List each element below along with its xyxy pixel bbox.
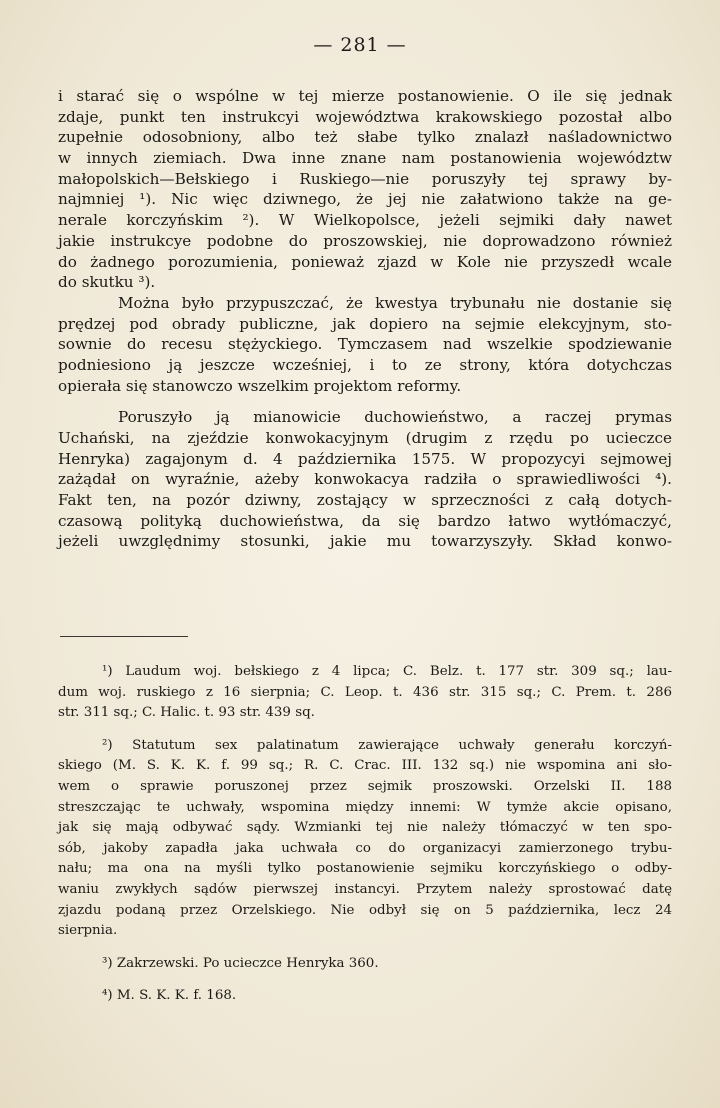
footnote-line: zjazdu podaną przez Orzelskiego. Nie odbył się on 5 października, lecz 24 — [58, 902, 672, 918]
footnote-line: streszczając te uchwały, wspomina między innemi: W tymże akcie opisano, — [58, 799, 672, 815]
footnote-gap — [58, 724, 672, 736]
footnote-line: wem o sprawie poruszonej przez sejmik proszowski. Orzelski II. 188 — [58, 778, 672, 794]
text-line: do skutku ³). — [58, 273, 156, 292]
text-line: prędzej pod obrady publiczne, jak dopiero na sejmie elekcyjnym, sto- — [58, 314, 672, 333]
footnote-gap — [58, 974, 672, 986]
paragraph-gap — [58, 396, 672, 407]
text-line: w innych ziemiach. Dwa inne znane nam postanowienia województw — [58, 149, 672, 168]
text-line: zdaje, punkt ten instrukcyi województwa krakowskiego pozostał albo — [58, 107, 672, 126]
page-number: — 281 — — [313, 34, 407, 56]
text-line: sownie do recesu stężyckiego. Tymczasem nad wszelkie spodziewanie — [58, 335, 672, 354]
footnote-line: nału; ma ona na myśli tylko postanowienie sejmiku korczyńskiego o odby- — [58, 861, 672, 877]
footnote-line: ⁴) M. S. K. K. f. 168. — [102, 988, 237, 1004]
footnote-line: skiego (M. S. K. K. f. 99 sq.; R. C. Crac. III. 132 sq.) nie wspomina ani sło- — [58, 758, 672, 774]
footnote-line: ²) Statutum sex palatinatum zawierające uchwały generału korczyń- — [102, 737, 672, 753]
text-line: Uchański, na zjeździe konwokacyjnym (drugim z rzędu po ucieczce — [58, 429, 672, 447]
text-line: do żadnego porozumienia, ponieważ zjazd w Kole nie przyszedł wcale — [58, 252, 672, 271]
text-line: jakie instrukcye podobne do proszowskiej, nie doprowadzono również — [58, 231, 672, 250]
text-line: Henryka) zagajonym d. 4 października 1575. W propozycyi sejmowej — [58, 449, 672, 468]
footnotes — [58, 662, 672, 1007]
text-line: Fakt ten, na pozór dziwny, zostający w sprzeczności z całą dotych- — [58, 491, 672, 510]
text-line: Można było przypuszczać, że kwestya trybunału nie dostanie się — [118, 293, 672, 312]
text-line: nerale korczyńskim ²). W Wielkopolsce, jeżeli sejmiki dały nawet — [58, 211, 672, 230]
text-line: opierała się stanowczo wszelkim projektom reformy. — [58, 376, 462, 395]
footnote-line: str. 311 sq.; C. Halic. t. 93 str. 439 sq. — [58, 705, 315, 721]
text-line: Poruszyło ją mianowicie duchowieństwo, a raczej prymas — [118, 408, 672, 427]
text-line: zażądał on wyraźnie, ażeby konwokacya radziła o sprawiedliwości ⁴). — [58, 470, 672, 489]
text-line: jeżeli uwzględnimy stosunki, jakie mu towarzyszyły. Skład konwo- — [58, 532, 672, 551]
text-line: podniesiono ją jeszcze wcześniej, i to ze strony, która dotychczas — [58, 355, 672, 374]
footnote-line: ¹) Laudum woj. bełskiego z 4 lipca; C. Belz. t. 177 str. 309 sq.; lau- — [102, 664, 672, 679]
footnote-separator — [60, 636, 188, 637]
footnote-line: sób, jakoby zapadła jaka uchwała co do organizacyi zamierzonego trybu- — [58, 840, 672, 856]
footnote-line: jak się mają odbywać sądy. Wzmianki tej nie należy tłómaczyć w ten spo- — [58, 820, 672, 836]
text-line: czasową polityką duchowieństwa, da się bardzo łatwo wytłómaczyć, — [58, 511, 672, 530]
text-line: najmniej ¹). Nic więc dziwnego, że jej nie załatwiono także na ge- — [58, 190, 672, 209]
footnote-line: dum woj. ruskiego z 16 sierpnia; C. Leop. t. 436 str. 315 sq.; C. Prem. t. 286 — [58, 684, 672, 700]
text-line: zupełnie odosobniony, albo też słabe tylko znalazł naśladownictwo — [58, 128, 672, 147]
footnote-line: waniu zwykłych sądów pierwszej instancyi. Przytem należy sprostować datę — [58, 881, 672, 897]
main-text — [58, 86, 672, 552]
footnote-line: sierpnia. — [58, 923, 118, 939]
text-line: i starać się o wspólne w tej mierze postanowienie. O ile się jednak — [58, 87, 672, 105]
text-line: małopolskich—Bełskiego i Ruskiego—nie poruszyły tej sprawy by- — [58, 169, 672, 188]
footnote-gap — [58, 942, 672, 954]
footnote-line: ³) Zakrzewski. Po ucieczce Henryka 360. — [102, 955, 379, 971]
